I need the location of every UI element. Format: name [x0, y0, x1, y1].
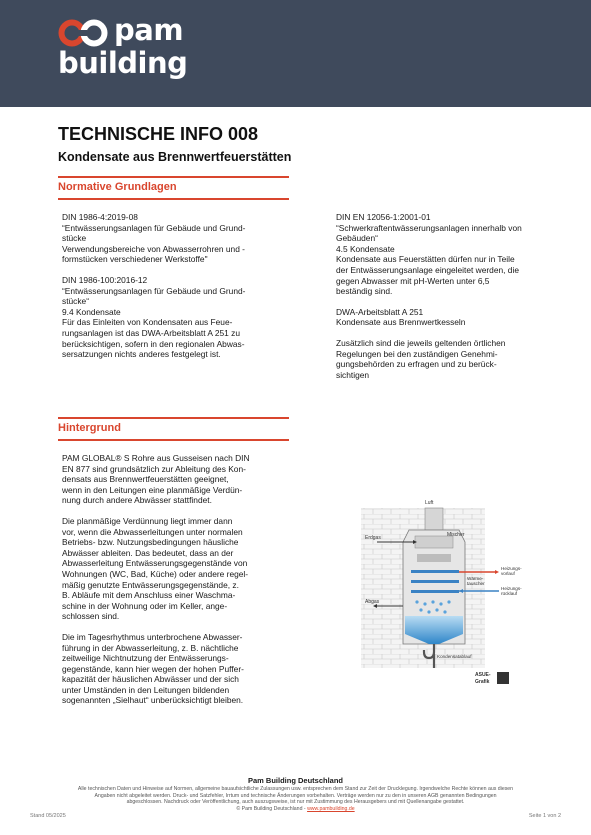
paragraph-line: gegenstände, kann hier wegen der hohen Puffer-: [62, 663, 244, 674]
section-heading-hintergrund: Hintergrund: [58, 422, 121, 434]
paragraph-line: Betriebs- bzw. Nutzungsbedingungen häusliche: [62, 537, 239, 548]
norm-block: [336, 212, 561, 297]
paragraph-line: sogenannten „Sielhaut“ unberücksichtigt bleiben.: [62, 695, 244, 706]
paragraph-line: Die im Tagesrhythmus unterbrochene Abwasser-: [62, 631, 243, 642]
paragraph-line: nung durch andere Abwässer stattfindet.: [62, 495, 212, 506]
section-rule-top: [58, 417, 289, 419]
norm-line: sichtigen: [336, 369, 370, 380]
pam-logo-mark-icon: [58, 18, 110, 48]
norm-block: [62, 212, 297, 265]
norm-line: DWA-Arbeitsblatt A 251: [336, 306, 424, 317]
website-link[interactable]: www.pambuilding.de: [307, 805, 355, 812]
normative-right-column: [336, 212, 561, 380]
logo-text-pam: pam: [114, 13, 184, 47]
logo-text-building: building: [58, 46, 188, 80]
section-rule-top: [58, 176, 289, 178]
page-title: TECHNISCHE INFO 008: [58, 124, 259, 144]
norm-line: berücksichtigen, sofern in den regionalen Abwas-: [62, 338, 245, 349]
arrow-icon: [495, 570, 499, 574]
footer-company: Pam Building Deutschland: [247, 776, 343, 785]
norm-line: 9.4 Kondensate: [62, 306, 121, 317]
norm-line: Für das Einleiten von Kondensaten aus Feue-: [62, 317, 233, 328]
burner: [417, 554, 451, 562]
paragraph-line: wenn in den Leitungen eine planmäßige Verdün-: [62, 484, 243, 495]
page-number: Seite 1 von 2: [528, 813, 561, 819]
page-subtitle: Kondensate aus Brennwertfeuerstätten: [58, 150, 292, 164]
label-luft: Luft: [425, 500, 434, 506]
footer-line: [30, 806, 561, 813]
paragraph-line: Abwasserleitung Entwässerungsgegenstände von: [62, 558, 248, 569]
label-waermetauscher: Wärme-tauscher: [467, 576, 485, 586]
norm-line: DIN 1986-100:2016-12: [62, 274, 148, 285]
footer-line: abgeschlossen. Nachdruck oder Veröffentlichung, auch auszugsweise, ist nur mit Zustimmung des Herausgebers und mit Quellenangabe gestattet.: [126, 799, 465, 806]
label-heizungsvorlauf: Heizungs-vorlauf: [501, 566, 522, 576]
paragraph-line: B. Abläufe mit dem Anschluss einer Waschma-: [62, 590, 236, 601]
norm-line: Verwendungsbereiche von Abwasserrohren und -: [62, 243, 245, 254]
norm-line: Gebäuden“: [336, 233, 378, 244]
paragraph-line: kapazität der häuslichen Abwässer und der sich: [62, 674, 239, 685]
normative-left-column: [62, 212, 297, 360]
paragraph: [62, 453, 297, 506]
footer-disclaimer: [30, 786, 561, 812]
norm-line: Regelungen bei den zuständigen Genehmi-: [336, 348, 498, 359]
norm-line: stücke“: [62, 296, 89, 307]
footer-line: Alle technischen Daten und Hinweise auf Normen, allgemeine bauaufsichtliche Zulassungen usw. entsprechen dem Stand zur Zeit der Drucklegung. Irgendwelche Rechte können aus diesen: [77, 786, 514, 792]
norm-line: sersatzungen nichts anderes festgelegt ist.: [62, 349, 221, 360]
norm-block: [336, 307, 561, 328]
norm-line: beständig sind.: [336, 286, 393, 297]
section-heading-normative: Normative Grundlagen: [58, 181, 177, 193]
paragraph-line: mäßig genutzte Entwässerungsgegenstände, z.: [62, 579, 239, 590]
label-credit-1: ASUE-: [475, 672, 491, 678]
label-heizungsruecklauf: Heizungs-rücklauf: [501, 586, 522, 596]
paragraph-line: schlossen sind.: [62, 611, 120, 622]
label-kondensatablauf: Kondensatablauf: [437, 654, 472, 659]
norm-line: gungsbehörden zu erfragen und zu berück-: [336, 359, 497, 370]
norm-line: Zusätzlich sind die jeweils geltenden örtlichen: [336, 337, 506, 348]
section-rule-bottom: [58, 439, 289, 441]
paragraph-line: vor, wenn die Abwasserleitungen unter normalen: [62, 526, 243, 537]
norm-line: Kondensate aus Feuerstätten dürfen nur in Teile: [336, 254, 515, 265]
hintergrund-column: [62, 453, 297, 706]
label-credit-2: Grafik: [475, 679, 490, 685]
paragraph-line: Wohnungen (WC, Bad, Küche) oder andere regel-: [62, 568, 249, 579]
paragraph-line: zeitweilige Nichtnutzung der Entwässerungs-: [62, 653, 229, 664]
norm-line: DIN EN 12056-1:2001-01: [336, 212, 431, 222]
norm-line: rungsanlagen ist das DWA-Arbeitsblatt A 251 zu: [62, 327, 240, 338]
norm-line: formstücken verschiedener Werkstoffe": [62, 254, 208, 265]
asue-logo-icon: [497, 672, 509, 684]
paragraph-line: densats aus Brennwertfeuerstätten geeignet,: [62, 474, 229, 485]
norm-block: [336, 338, 561, 380]
paragraph-line: Abwässer ableiten. Das bedeutet, dass an der: [62, 547, 234, 558]
norm-line: stücke: [62, 233, 87, 244]
section-rule-bottom: [58, 198, 289, 200]
paragraph: [62, 632, 297, 706]
norm-line: Kondensate aus Brennwertkesseln: [336, 317, 466, 328]
label-mischer: Mischer: [447, 532, 465, 538]
header-band: [0, 0, 591, 107]
label-erdgas: Erdgas: [365, 535, 381, 541]
norm-line: “Entwässerungsanlagen für Gebäude und Grund-: [62, 285, 246, 296]
paragraph-line: schine in der Wohnung oder im Keller, ange-: [62, 600, 228, 611]
air-duct: [425, 508, 443, 530]
norm-line: der Entwässerungsanlage eingeleitet werden, die: [336, 264, 519, 275]
norm-line: “Schwerkraftentwässerungsanlagen innerhalb von: [336, 222, 522, 233]
paragraph-line: unter Umständen in den Leitungen bildenden: [62, 684, 230, 695]
norm-line: DIN 1986-4:2019-08: [62, 212, 138, 222]
norm-line: 4.5 Kondensate: [336, 243, 395, 254]
norm-line: “Entwässerungsanlagen für Gebäude und Grund-: [62, 222, 246, 233]
paragraph-line: Die planmäßige Verdünnung liegt immer dann: [62, 515, 233, 526]
paragraph-line: führung in der Abwasserleitung, z. B. nächtliche: [62, 642, 239, 653]
boiler-diagram: [355, 494, 535, 691]
norm-line: gegen Abwasser mit pH-Werten unter 6,5: [336, 275, 490, 286]
label-abgas: Abgas: [365, 599, 380, 605]
copyright-text: © Pam Building Deutschland -: [236, 805, 308, 812]
paragraph-line: PAM GLOBAL® S Rohre aus Gusseisen nach DIN: [62, 453, 250, 463]
pam-building-logo[interactable]: [58, 13, 198, 88]
stand-date: Stand 05/2025: [30, 813, 66, 819]
paragraph-line: EN 877 sind grundsätzlich zur Ableitung des Kon-: [62, 463, 246, 474]
paragraph: [62, 516, 297, 622]
footer-line: Angaben nicht abgeleitet werden. Druck- und Satzfehler, Irrtum und technische Änderungen vorbehalten. Verträge werden nur zu den in unseren AGB genannten Bedingungen: [94, 792, 497, 799]
norm-block: [62, 275, 297, 360]
